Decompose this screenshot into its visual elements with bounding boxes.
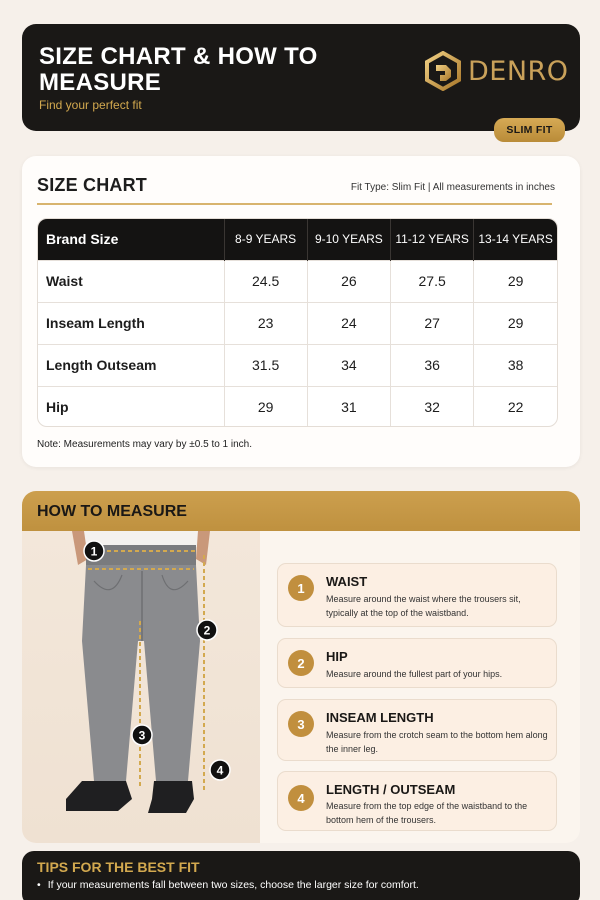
column-header: 9-10 YEARS — [307, 219, 390, 260]
marker-4 — [210, 760, 230, 780]
table-row — [38, 386, 557, 427]
step-inseam — [277, 699, 557, 761]
divider — [37, 203, 552, 205]
how-to-measure-header — [22, 491, 580, 531]
size-chart-title: SIZE CHART — [37, 175, 147, 195]
page-title: SIZE CHART & HOW TO MEASURE — [39, 43, 318, 96]
column-header: 13-14 YEARS — [474, 219, 557, 260]
brand-name: DENRO — [468, 55, 569, 87]
how-to-measure-title: HOW TO MEASURE — [37, 503, 187, 520]
step-number: 2 — [288, 650, 314, 676]
brand-logo-icon — [424, 51, 462, 91]
table-cell: 24 — [307, 302, 390, 344]
table-cell: 24.5 — [224, 260, 307, 302]
size-table — [37, 218, 558, 427]
step-title: HIP — [326, 649, 348, 664]
step-number: 1 — [288, 575, 314, 601]
step-description: Measure around the fullest part of your hips. — [326, 669, 503, 679]
column-header: Brand Size — [38, 219, 224, 260]
table-cell: 27 — [391, 302, 474, 344]
step-title: INSEAM LENGTH — [326, 710, 434, 725]
svg-text:3: 3 — [138, 728, 146, 743]
step-outseam — [277, 771, 557, 831]
fit-badge: SLIM FIT — [494, 118, 565, 142]
marker-1 — [84, 541, 104, 561]
step-description: Measure from the crotch seam to the bottom hem along the inner leg. — [326, 730, 548, 754]
table-cell: 34 — [307, 344, 390, 386]
table-cell: 27.5 — [391, 260, 474, 302]
trousers-drawing — [22, 531, 260, 843]
svg-text:1: 1 — [90, 544, 98, 559]
table-cell: 31 — [307, 386, 390, 427]
measurement-note: Note: Measurements may vary by ±0.5 to 1 inch. — [37, 439, 253, 450]
step-description: Measure from the top edge of the waistband to the bottom hem of the trousers. — [326, 801, 528, 825]
step-waist — [277, 563, 557, 627]
svg-text:2: 2 — [203, 623, 211, 638]
table-cell: 29 — [474, 302, 557, 344]
table-row — [38, 302, 557, 344]
table-cell: 23 — [224, 302, 307, 344]
tip-item: • If your measurements fall between two sizes, choose the larger size for comfort. — [37, 879, 419, 891]
table-cell: 22 — [474, 386, 557, 427]
size-chart-card — [22, 156, 580, 467]
svg-text:4: 4 — [216, 763, 224, 778]
marker-2 — [197, 620, 217, 640]
step-description: Measure around the waist where the trousers sit, typically at the top of the waistband. — [326, 594, 521, 618]
table-cell: 29 — [224, 386, 307, 427]
step-hip — [277, 638, 557, 688]
step-title: WAIST — [326, 574, 368, 589]
brand-logo — [424, 51, 569, 91]
header-banner — [22, 24, 580, 131]
row-label: Hip — [38, 386, 224, 427]
table-row — [38, 260, 557, 302]
table-cell: 32 — [391, 386, 474, 427]
step-number: 4 — [288, 785, 314, 811]
table-cell: 29 — [474, 260, 557, 302]
row-label: Inseam Length — [38, 302, 224, 344]
table-cell: 36 — [391, 344, 474, 386]
table-cell: 26 — [307, 260, 390, 302]
column-header: 11-12 YEARS — [391, 219, 474, 260]
step-number: 3 — [288, 711, 314, 737]
row-label: Length Outseam — [38, 344, 224, 386]
trousers-illustration — [22, 531, 260, 843]
step-title: LENGTH / OUTSEAM — [326, 782, 456, 797]
how-to-measure-card — [22, 491, 580, 843]
marker-3 — [132, 725, 152, 745]
table-header-row — [38, 219, 557, 260]
size-chart-meta: Fit Type: Slim Fit | All measurements in inches — [350, 182, 555, 193]
table-row — [38, 344, 557, 386]
row-label: Waist — [38, 260, 224, 302]
table-cell: 38 — [474, 344, 557, 386]
page-subtitle: Find your perfect fit — [39, 98, 142, 112]
column-header: 8-9 YEARS — [224, 219, 307, 260]
table-cell: 31.5 — [224, 344, 307, 386]
tips-title: TIPS FOR THE BEST FIT — [37, 859, 200, 875]
tips-panel — [22, 851, 580, 900]
